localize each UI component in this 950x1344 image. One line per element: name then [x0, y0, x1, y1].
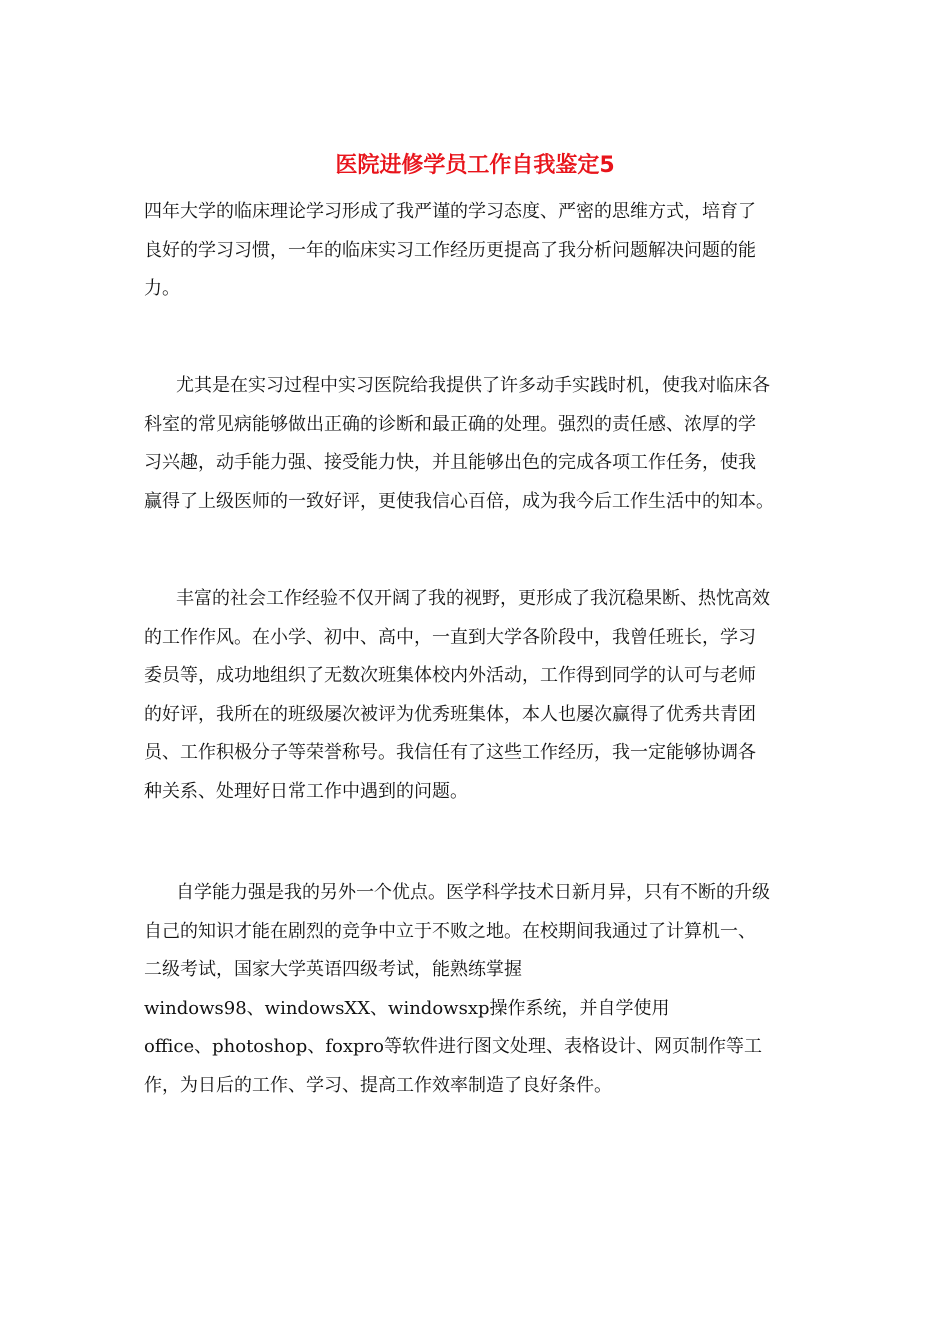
paragraph-1 — [144, 193, 808, 309]
paragraph-line: 尤其是在实习过程中实习医院给我提供了许多动手实践时机，使我对临床各 — [176, 375, 770, 396]
paragraph-line: office、photoshop、foxpro等软件进行图文处理、表格设计、网页制作等工 — [144, 1036, 762, 1057]
paragraph-line: 种关系、处理好日常工作中遇到的问题。 — [144, 780, 468, 802]
paragraph-line: 四年大学的临床理论学习形成了我严谨的学习态度、严密的思维方式，培育了 — [144, 201, 756, 222]
paragraph-line: 良好的学习习惯，一年的临床实习工作经历更提高了我分析问题解决问题的能 — [144, 239, 756, 261]
paragraph-4 — [144, 874, 808, 1105]
document-title: 医院进修学员工作自我鉴定5 — [335, 153, 615, 178]
paragraph-line: 委员等，成功地组织了无数次班集体校内外活动，工作得到同学的认可与老师 — [144, 665, 756, 686]
paragraph-line: 赢得了上级医师的一致好评，更使我信心百倍，成为我今后工作生活中的知本。 — [144, 490, 774, 512]
paragraph-line: 作，为日后的工作、学习、提高工作效率制造了良好条件。 — [144, 1074, 612, 1096]
paragraph-line: 的工作作风。在小学、初中、高中，一直到大学各阶段中，我曾任班长，学习 — [144, 626, 756, 648]
paragraph-3 — [144, 580, 808, 811]
paragraph-line: 力。 — [144, 278, 180, 299]
paragraph-line: 自学能力强是我的另外一个优点。医学科学技术日新月异，只有不断的升级 — [176, 882, 770, 903]
paragraph-line: 的好评，我所在的班级屡次被评为优秀班集体，本人也屡次赢得了优秀共青团 — [144, 703, 756, 725]
paragraph-line: 习兴趣，动手能力强、接受能力快，并且能够出色的完成各项工作任务，使我 — [144, 452, 756, 473]
paragraph-line: 丰富的社会工作经验不仅开阔了我的视野，更形成了我沉稳果断、热忱高效 — [176, 588, 770, 609]
paragraph-line: 员、工作积极分子等荣誉称号。我信任有了这些工作经历，我一定能够协调各 — [144, 742, 756, 763]
paragraph-2 — [144, 367, 808, 521]
paragraph-line: windows98、windowsXX、windowsxp操作系统，并自学使用 — [144, 997, 670, 1019]
paragraph-line: 科室的常见病能够做出正确的诊断和最正确的处理。强烈的责任感、浓厚的学 — [144, 413, 756, 435]
paragraph-line: 自己的知识才能在剧烈的竞争中立于不败之地。在校期间我通过了计算机一、 — [144, 920, 756, 942]
paragraph-line: 二级考试，国家大学英语四级考试，能熟练掌握 — [144, 959, 522, 980]
